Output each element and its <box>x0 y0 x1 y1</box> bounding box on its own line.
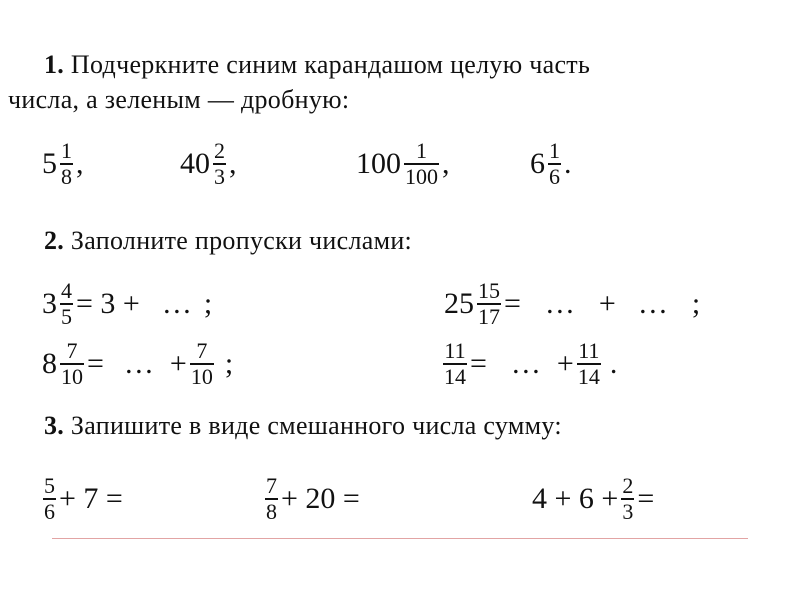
fraction: $\frac{4}{5}$ <box>61 278 72 329</box>
expression-rest: = <box>637 482 655 515</box>
blank: … <box>637 287 670 320</box>
punctuation: . <box>564 147 572 180</box>
punctuation: , <box>229 147 237 180</box>
equation-row-1 <box>42 280 212 328</box>
fraction: $\frac{1}{100}$ <box>405 138 438 189</box>
task-1-text-line1: Подчеркните синим карандашом целую часть <box>70 50 591 79</box>
equals: = <box>470 347 487 380</box>
blank: … <box>161 287 194 320</box>
whole-part: 8 <box>42 347 57 380</box>
sum-expression-3 <box>532 475 654 523</box>
fraction: $\frac{15}{17}$ <box>478 278 500 329</box>
equation-row-4 <box>440 340 617 388</box>
task-2-heading <box>44 226 412 256</box>
equals: = <box>87 347 104 380</box>
task-1-number: 1. <box>44 50 65 79</box>
equation-rest: = 3 + <box>76 287 140 320</box>
expression-rest: + 7 = <box>59 482 123 515</box>
blank: … <box>510 347 543 380</box>
task-3-heading <box>44 411 562 441</box>
fraction: $\frac{2}{3}$ <box>214 138 225 189</box>
punctuation: , <box>76 147 84 180</box>
mixed-number-3 <box>356 140 450 188</box>
fraction: $\frac{7}{10}$ <box>190 338 213 389</box>
fraction: $\frac{2}{3}$ <box>622 473 634 524</box>
blank: … <box>123 347 156 380</box>
whole-part: 40 <box>180 147 210 180</box>
fraction: $\frac{7}{8}$ <box>266 473 277 524</box>
mixed-number-4 <box>530 140 572 188</box>
equation-row-2 <box>444 280 700 328</box>
sum-expression-2 <box>262 475 360 523</box>
bottom-divider <box>52 538 748 539</box>
punctuation: . <box>609 347 618 380</box>
punctuation: ; <box>224 347 234 380</box>
fraction: $\frac{5}{6}$ <box>44 473 55 524</box>
whole-part: 6 <box>530 147 545 180</box>
punctuation: ; <box>203 287 213 320</box>
fraction: $\frac{7}{10}$ <box>61 338 83 389</box>
task-3-number: 3. <box>44 411 65 440</box>
plus: + <box>169 347 187 380</box>
equation-row-3 <box>42 340 233 388</box>
task-2-text: Заполните пропуски числами: <box>70 226 413 255</box>
sum-expression-1 <box>40 475 123 523</box>
whole-part: 100 <box>356 147 401 180</box>
expression-start: 4 + 6 + <box>532 482 619 515</box>
whole-part: 25 <box>444 287 474 320</box>
blank: … <box>544 287 577 320</box>
punctuation: ; <box>691 287 701 320</box>
fraction: $\frac{11}{14}$ <box>577 338 600 389</box>
task-2-number: 2. <box>44 226 65 255</box>
plus: + <box>598 287 616 320</box>
mixed-number-1 <box>42 140 84 188</box>
fraction: $\frac{11}{14}$ <box>444 338 466 389</box>
task-1-heading <box>44 50 590 80</box>
expression-rest: + 20 = <box>281 482 360 515</box>
punctuation: , <box>442 147 450 180</box>
fraction: $\frac{1}{6}$ <box>549 138 560 189</box>
task-3-text: Запишите в виде смешанного числа сумму: <box>70 411 562 440</box>
fraction: $\frac{1}{8}$ <box>61 138 72 189</box>
whole-part: 3 <box>42 287 57 320</box>
task-1-text-line2: числа, а зеленым — дробную: <box>8 85 350 114</box>
equals: = <box>504 287 521 320</box>
mixed-number-2 <box>180 140 237 188</box>
plus: + <box>556 347 574 380</box>
whole-part: 5 <box>42 147 57 180</box>
